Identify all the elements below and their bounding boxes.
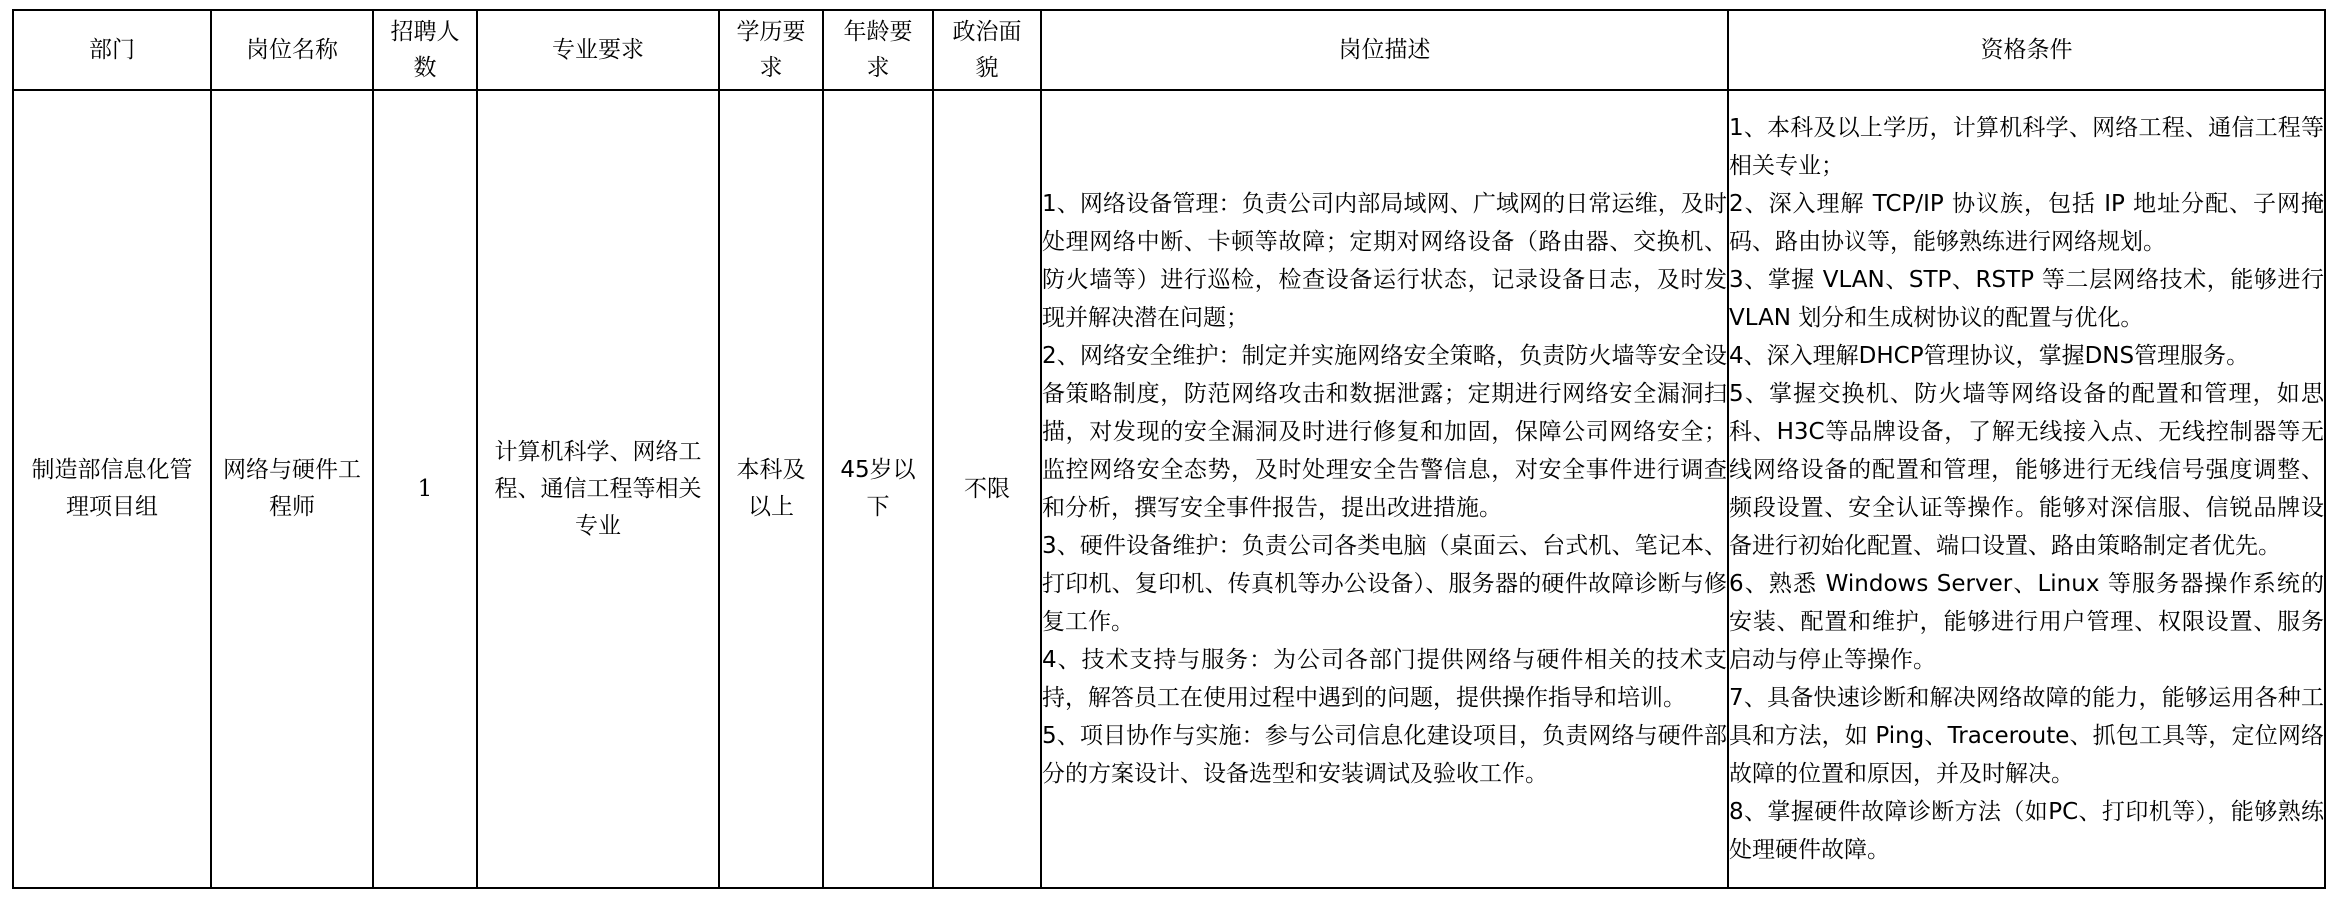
cell-age: 45岁以下 xyxy=(823,90,933,888)
table-row xyxy=(13,90,2325,888)
header-age: 年龄要求 xyxy=(823,10,933,90)
cell-headcount: 1 xyxy=(373,90,477,888)
header-major: 专业要求 xyxy=(477,10,719,90)
header-education: 学历要求 xyxy=(719,10,823,90)
cell-position: 网络与硬件工程师 xyxy=(211,90,373,888)
header-qualifications: 资格条件 xyxy=(1728,10,2325,90)
recruitment-table xyxy=(12,9,2326,889)
qualification-item-5: 5、掌握交换机、防火墙等网络设备的配置和管理，如思科、H3C等品牌设备，了解无线接入点、无线控制器等无线网络设备的配置和管理，能够进行无线信号强度调整、频段设置、安全认证等操作。能够对深信服、信锐品牌设备进行初始化配置、端口设置、路由策略制定者优先。 xyxy=(1729,381,2324,559)
cell-description xyxy=(1041,90,1728,888)
description-item-3: 3、硬件设备维护：负责公司各类电脑（桌面云、台式机、笔记本、打印机、复印机、传真机等办公设备）、服务器的硬件故障诊断与修复工作。 xyxy=(1042,533,1727,635)
header-headcount: 招聘人数 xyxy=(373,10,477,90)
cell-qualifications xyxy=(1728,90,2325,888)
qualification-item-7: 7、具备快速诊断和解决网络故障的能力，能够运用各种工具和方法，如 Ping、Traceroute、抓包工具等，定位网络故障的位置和原因，并及时解决。 xyxy=(1729,685,2324,787)
cell-education: 本科及以上 xyxy=(719,90,823,888)
header-department: 部门 xyxy=(13,10,211,90)
qualification-item-3: 3、掌握 VLAN、STP、RSTP 等二层网络技术，能够进行 VLAN 划分和生成树协议的配置与优化。 xyxy=(1729,267,2324,331)
cell-department: 制造部信息化管理项目组 xyxy=(13,90,211,888)
qualification-item-2: 2、深入理解 TCP/IP 协议族，包括 IP 地址分配、子网掩码、路由协议等，能够熟练进行网络规划。 xyxy=(1729,191,2324,255)
description-item-1: 1、网络设备管理：负责公司内部局域网、广域网的日常运维，及时处理网络中断、卡顿等故障；定期对网络设备（路由器、交换机、防火墙等）进行巡检，检查设备运行状态，记录设备日志，及时发现并解决潜在问题； xyxy=(1042,191,1727,331)
cell-major: 计算机科学、网络工程、通信工程等相关专业 xyxy=(477,90,719,888)
recruitment-table-container xyxy=(12,9,2326,889)
qualification-item-1: 1、本科及以上学历，计算机科学、网络工程、通信工程等相关专业； xyxy=(1729,115,2324,179)
header-row xyxy=(13,10,2325,90)
cell-political: 不限 xyxy=(933,90,1041,888)
description-item-5: 5、项目协作与实施：参与公司信息化建设项目，负责网络与硬件部分的方案设计、设备选型和安装调试及验收工作。 xyxy=(1042,723,1727,787)
description-item-2: 2、网络安全维护：制定并实施网络安全策略，负责防火墙等安全设备策略制度，防范网络攻击和数据泄露；定期进行网络安全漏洞扫描，对发现的安全漏洞及时进行修复和加固，保障公司网络安全；监控网络安全态势，及时处理安全告警信息，对安全事件进行调查和分析，撰写安全事件报告，提出改进措施。 xyxy=(1042,343,1727,521)
qualification-item-4: 4、深入理解DHCP管理协议，掌握DNS管理服务。 xyxy=(1729,343,2250,369)
header-description: 岗位描述 xyxy=(1041,10,1728,90)
description-item-4: 4、技术支持与服务：为公司各部门提供网络与硬件相关的技术支持，解答员工在使用过程中遇到的问题，提供操作指导和培训。 xyxy=(1042,647,1727,711)
qualification-item-8: 8、掌握硬件故障诊断方法（如PC、打印机等），能够熟练处理硬件故障。 xyxy=(1729,799,2324,863)
qualification-item-6: 6、熟悉 Windows Server、Linux 等服务器操作系统的安装、配置和维护，能够进行用户管理、权限设置、服务启动与停止等操作。 xyxy=(1729,571,2324,673)
header-position: 岗位名称 xyxy=(211,10,373,90)
header-political: 政治面貌 xyxy=(933,10,1041,90)
